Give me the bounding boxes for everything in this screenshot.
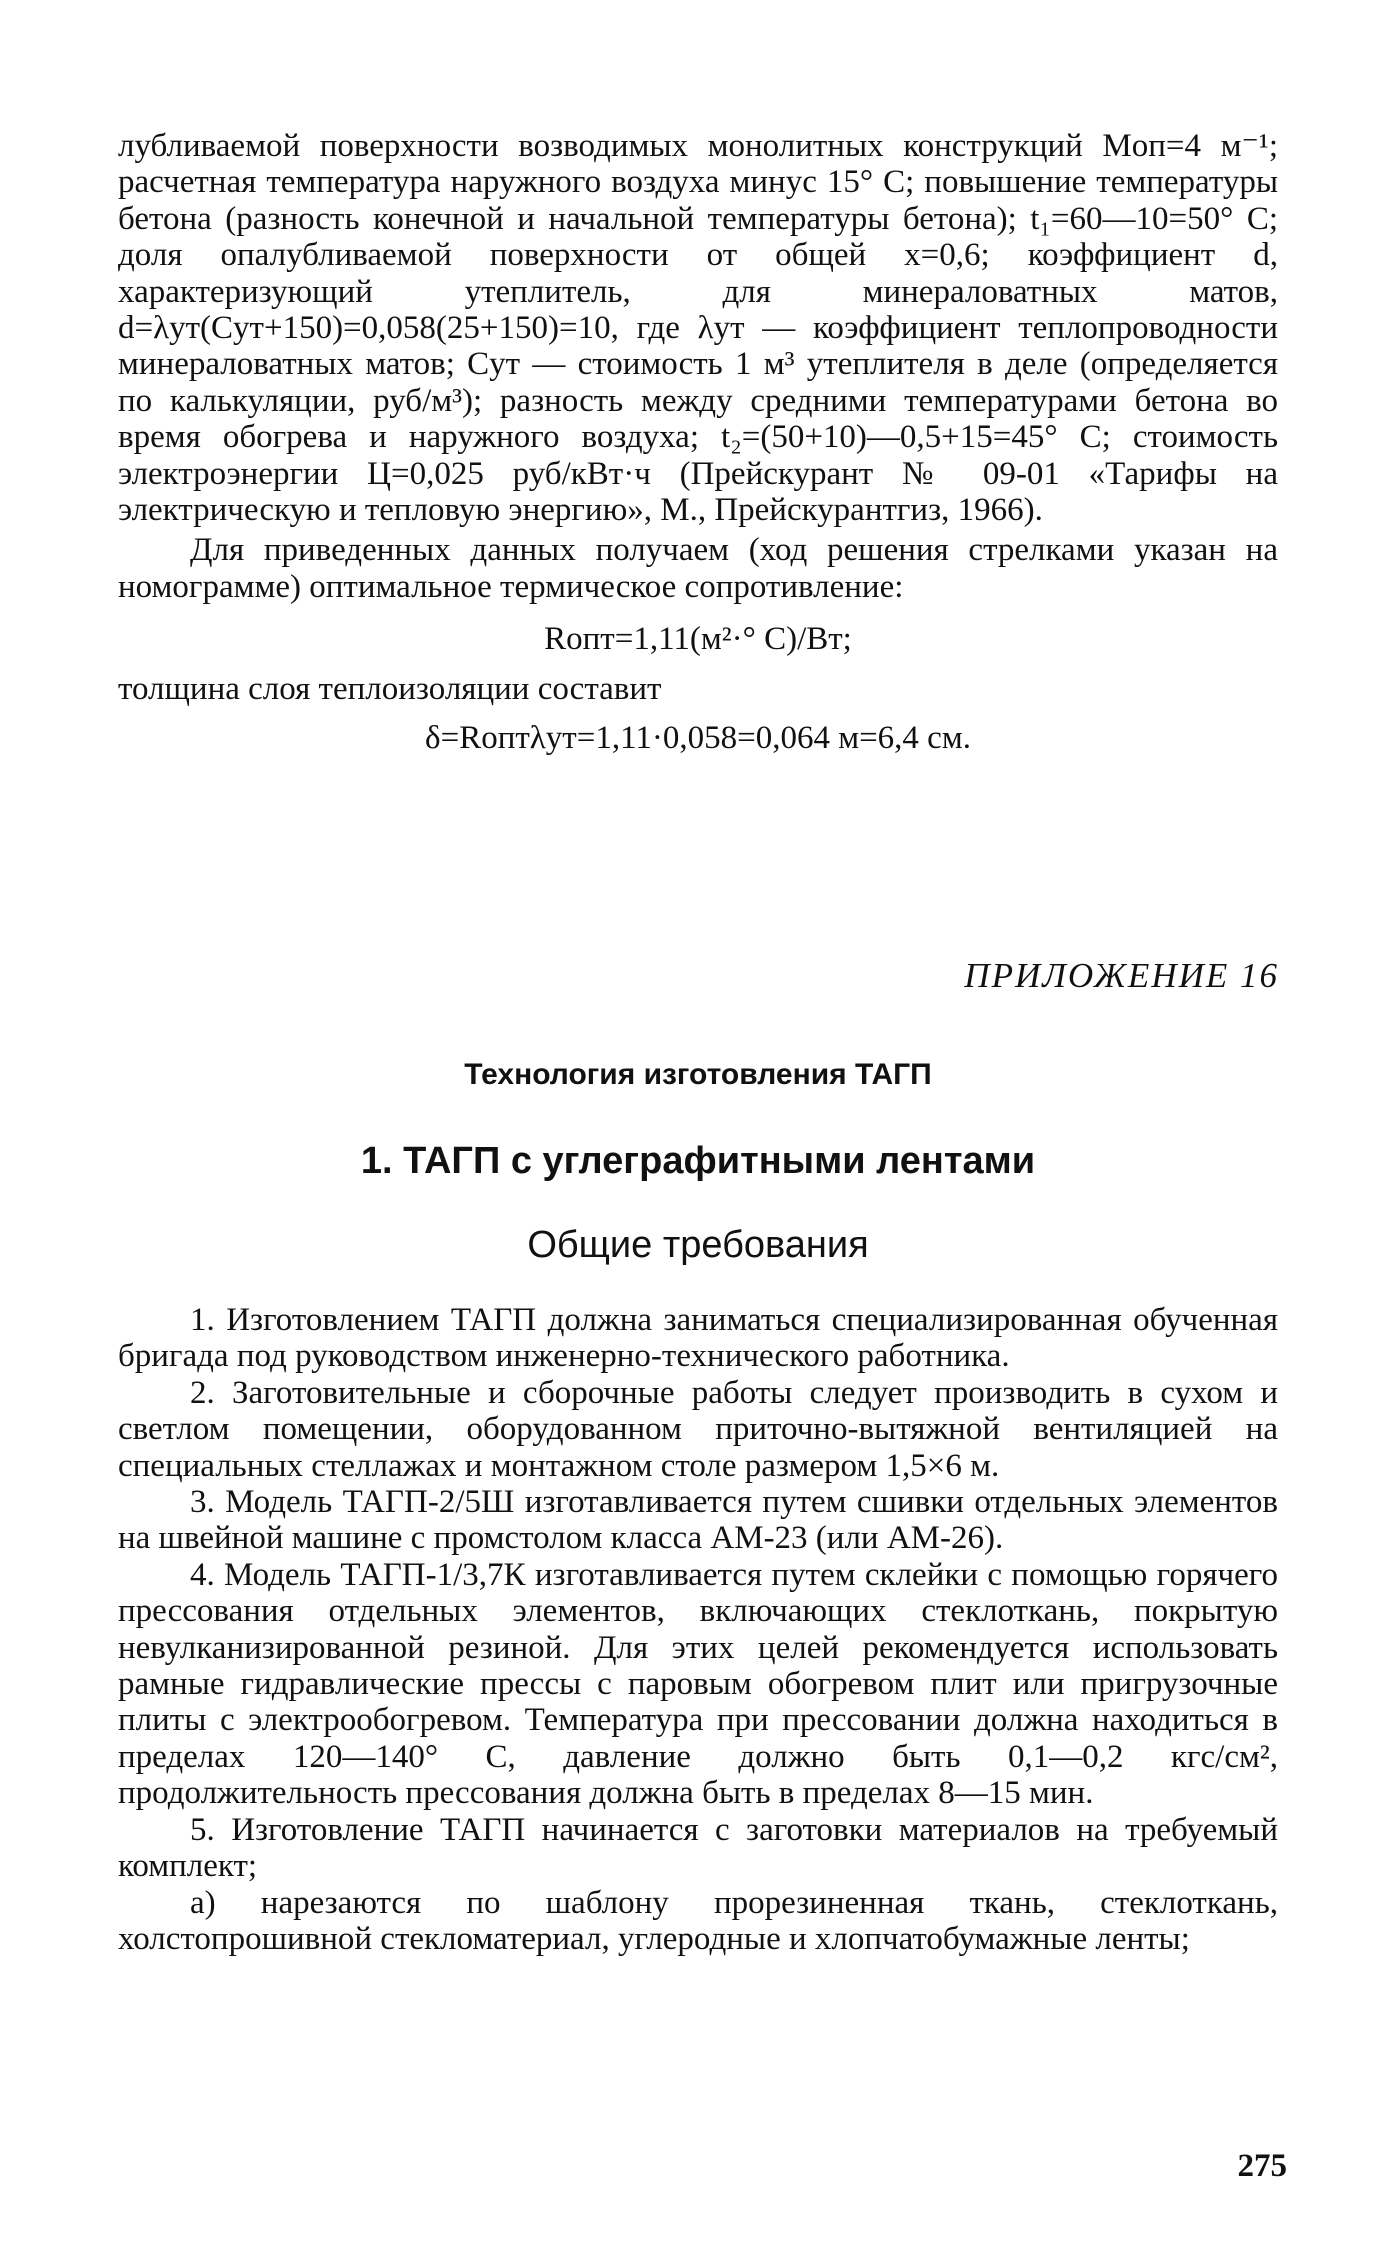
- list-item-5: 5. Изготовление ТАГП начинается с заготовки материалов на требуемый комплект;: [118, 1811, 1278, 1885]
- list-item-4: 4. Модель ТАГП-1/3,7К изготавливается путем склейки с помощью горячего прессования отдельных элементов, включающих стеклоткань, покрытую невулканизированной резиной. Для этих целей рекомендуется использовать рамные гидравлические прессы с паровым обогревом плит или пригрузочные плиты с электрообогревом. Температура при прессовании должна находиться в пределах 120—140° С, давление должно быть 0,1—0,2 кгс/см², продолжительность прессования должна быть в пределах 8—15 мин.: [118, 1556, 1278, 1812]
- formula-thickness: δ=Rоптλут=1,11·0,058=0,064 м=6,4 см.: [425, 719, 971, 756]
- list-item-3: 3. Модель ТАГП-2/5Ш изготавливается путем сшивки отдельных элементов на швейной машине с промстолом класса АМ-23 (или АМ-26).: [118, 1484, 1278, 1557]
- list-item-2: 2. Заготовительные и сборочные работы следует производить в сухом и светлом помещении, оборудованном приточно-вытяжной вентиляцией на специальных стеллажах и монтажном столе размером 1,5×6 м.: [118, 1374, 1278, 1484]
- list-item-1: 1. Изготовлением ТАГП должна заниматься специализированная обученная бригада под руководством инженерно-технического работника.: [118, 1302, 1278, 1375]
- intro-paragraph-1: лубливаемой поверхности возводимых монолитных конструкций Mоп=4 м⁻¹; расчетная температура наружного воздуха минус 15° С; повышение температуры бетона (разность конечной и начальной температуры бетона); t₁=60—10=50° С; доля опалубливаемой поверхности от общей x=0,6; коэффициент d, характеризующий утеплитель, для минераловатных матов, d=λут(Cут+150)=0,058(25+150)=10, где λут — коэффициент теплопроводности минераловатных матов; Cут — стоимость 1 м³ утеплителя в деле (определяется по калькуляции, руб/м³); разность между средними температурами бетона во время обогрева и наружного воздуха; t₂=(50+10)—0,5+15=45° С; стоимость электроэнергии Ц=0,025 руб/кВт·ч (Прейскурант № 09-01 «Тарифы на электрическую и тепловую энергию», М., Прейскурантгиз, 1966).: [118, 128, 1278, 529]
- page-number: 275: [1237, 2148, 1287, 2184]
- formula-r-opt: Rопт=1,11(м²·° С)/Вт;: [544, 621, 852, 658]
- intro-paragraph-2: Для приведенных данных получаем (ход решения стрелками указан на номограмме) оптимальное термическое сопротивление:: [118, 532, 1278, 605]
- intro-paragraph-3: толщина слоя теплоизоляции составит: [118, 671, 662, 708]
- intro-block: [118, 128, 1278, 756]
- appendix-label: ПРИЛОЖЕНИЕ 16: [964, 956, 1279, 995]
- section-title: 1. ТАГП с углеграфитными лентами: [360, 1140, 1036, 1182]
- appendix-title: Технология изготовления ТАГП: [464, 1058, 932, 1091]
- requirements-list: [118, 1302, 1278, 1957]
- subsection-title: Общие требования: [527, 1224, 869, 1266]
- list-item-5a: а) нарезаются по шаблону прорезиненная ткань, стеклоткань, холстопрошивной стекломатериал, углеродные и хлопчатобумажные ленты;: [118, 1884, 1278, 1957]
